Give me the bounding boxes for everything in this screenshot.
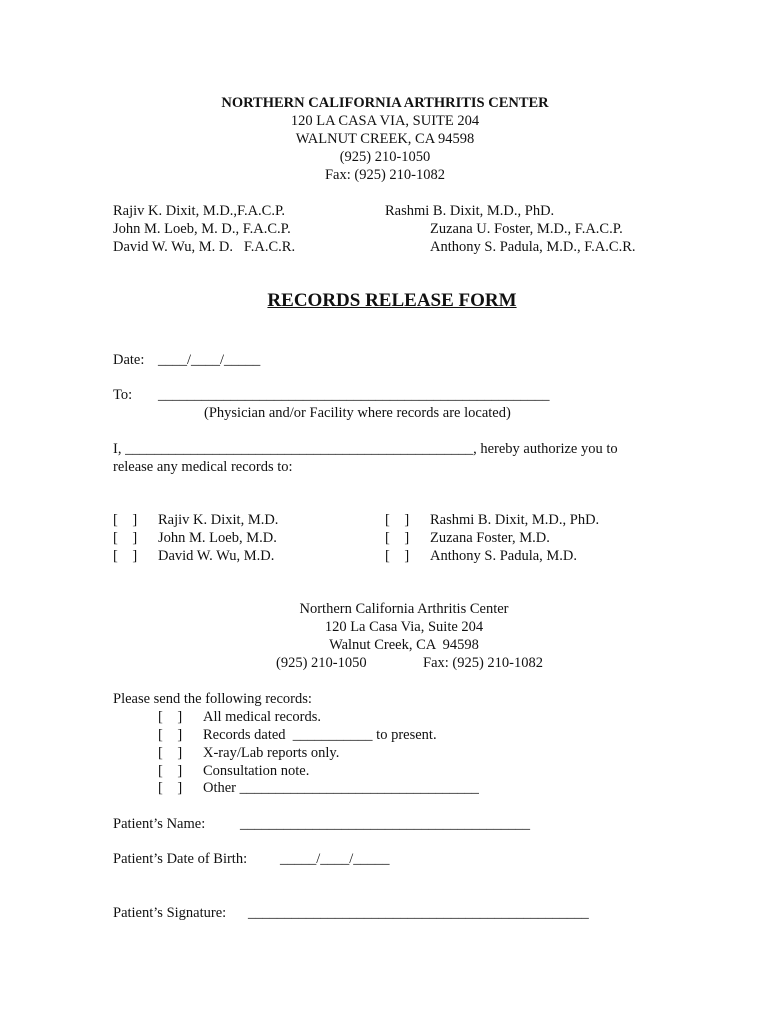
authorize-line-2: release any medical records to: (113, 459, 293, 475)
release-to-checkbox[interactable]: [ ] (385, 530, 410, 546)
center-name: Northern California Arthritis Center (299, 601, 509, 617)
record-checkbox[interactable]: [ ] (158, 727, 183, 743)
release-to-label: Anthony S. Padula, M.D. (430, 548, 578, 564)
date-field[interactable]: ____/____/_____ (158, 352, 261, 368)
header-address-line2: WALNUT CREEK, CA 94598 (295, 131, 475, 147)
patient-signature-label: Patient’s Signature: (113, 905, 227, 921)
header-fax: Fax: (925) 210-1082 (324, 167, 445, 183)
header-address-line1: 120 LA CASA VIA, SUITE 204 (290, 113, 480, 129)
date-label: Date: (113, 352, 145, 368)
center-address-line2: Walnut Creek, CA 94598 (329, 637, 479, 653)
physician-left-3: David W. Wu, M. D. F.A.C.R. (113, 239, 296, 255)
release-to-label: Rajiv K. Dixit, M.D. (158, 512, 279, 528)
to-label: To: (113, 387, 133, 403)
release-to-label: David W. Wu, M.D. (158, 548, 275, 564)
patient-name-field[interactable]: ________________________________________ (240, 816, 530, 832)
to-field[interactable]: ______________________________________________________ (158, 387, 550, 403)
form-title: RECORDS RELEASE FORM (267, 290, 517, 311)
record-option-label: All medical records. (203, 709, 321, 725)
record-checkbox[interactable]: [ ] (158, 745, 183, 761)
header-phone: (925) 210-1050 (339, 149, 431, 165)
center-phone: (925) 210-1050 (276, 655, 367, 671)
patient-dob-label: Patient’s Date of Birth: (113, 851, 248, 867)
center-fax: Fax: (925) 210-1082 (423, 655, 544, 671)
release-to-checkbox[interactable]: [ ] (113, 512, 138, 528)
physician-right-2: Zuzana U. Foster, M.D., F.A.C.P. (430, 221, 623, 237)
authorize-line[interactable]: I, ________________________________________________, hereby authorize you to (113, 441, 618, 457)
physician-left-2: John M. Loeb, M. D., F.A.C.P. (113, 221, 291, 237)
release-to-label: John M. Loeb, M.D. (158, 530, 277, 546)
record-option-label[interactable]: Records dated ___________ to present. (203, 727, 437, 743)
to-caption: (Physician and/or Facility where records are located) (204, 405, 511, 421)
record-option-label[interactable]: Other _________________________________ (203, 780, 479, 796)
org-name: NORTHERN CALIFORNIA ARTHRITIS CENTER (221, 95, 549, 111)
physician-right-1: Rashmi B. Dixit, M.D., PhD. (385, 203, 555, 219)
release-to-checkbox[interactable]: [ ] (385, 548, 410, 564)
patient-signature-field[interactable]: _______________________________________________ (248, 905, 589, 921)
physician-right-3: Anthony S. Padula, M.D., F.A.C.R. (430, 239, 636, 255)
records-heading: Please send the following records: (113, 691, 312, 707)
release-to-label: Rashmi B. Dixit, M.D., PhD. (430, 512, 600, 528)
record-checkbox[interactable]: [ ] (158, 763, 183, 779)
record-checkbox[interactable]: [ ] (158, 780, 183, 796)
release-to-label: Zuzana Foster, M.D. (430, 530, 550, 546)
release-to-checkbox[interactable]: [ ] (385, 512, 410, 528)
record-checkbox[interactable]: [ ] (158, 709, 183, 725)
release-to-checkbox[interactable]: [ ] (113, 530, 138, 546)
record-option-label: Consultation note. (203, 763, 310, 779)
patient-name-label: Patient’s Name: (113, 816, 206, 832)
center-address-line1: 120 La Casa Via, Suite 204 (324, 619, 484, 635)
physician-left-1: Rajiv K. Dixit, M.D.,F.A.C.P. (113, 203, 286, 219)
release-to-checkbox[interactable]: [ ] (113, 548, 138, 564)
patient-dob-field[interactable]: _____/____/_____ (280, 851, 390, 867)
record-option-label: X-ray/Lab reports only. (203, 745, 340, 761)
